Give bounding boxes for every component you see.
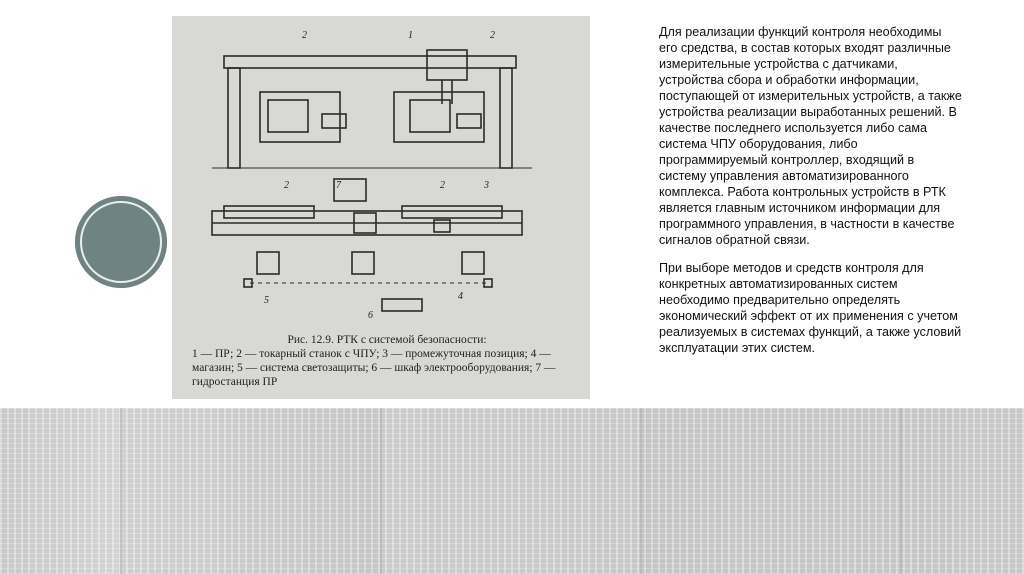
diagram-label-3: 3	[484, 180, 489, 191]
texture-divider	[380, 408, 382, 574]
diagram-label-6: 6	[368, 310, 373, 321]
gantry-leg-left	[228, 68, 240, 168]
paragraph: Для реализации функций контроля необходимы его средства, в состав которых входят различные измерительные устройства с датчиками, устройства сбора и обработки информации, поступающей от измерительных устройств, а также устройства реализации выработанных решений. В качестве последнего используется либо сама система ЧПУ оборудования, либо программируемый контроллер, входящий в систему управления автоматизированного комплекса. Работа контрольных устройств в РТК является главным источником информации для программного управления, в частности в качестве сигналов обратной связи.	[659, 25, 962, 247]
diagram-label-5: 5	[264, 295, 269, 306]
diagram-label-4: 4	[458, 291, 463, 302]
decorative-circle-ring	[80, 201, 162, 283]
diagram-label-2: 2	[302, 30, 307, 41]
diagram-label-2: 2	[284, 180, 289, 191]
figure-caption	[192, 333, 582, 389]
body-text	[659, 24, 963, 368]
robot-carriage	[427, 50, 467, 80]
diagram-label-1: 1	[408, 30, 413, 41]
texture-divider	[900, 408, 902, 574]
diagram-label-7: 7	[336, 180, 341, 191]
diagram-label-2: 2	[490, 30, 495, 41]
figure-caption-title: Рис. 12.9. РТК с системой безопасности:	[287, 334, 487, 346]
decorative-texture-band	[0, 408, 1024, 574]
figure-scan	[172, 16, 590, 399]
gantry-beam	[224, 56, 516, 68]
gantry-leg-right	[500, 68, 512, 168]
rtk-diagram	[172, 16, 590, 326]
texture-divider	[120, 408, 122, 574]
paragraph: При выборе методов и средств контроля для конкретных автоматизированных систем необходимо предварительно определять экономический эффект от их применения с учетом реализуемых в системах функций, а также условий эксплуатации этих систем.	[659, 261, 962, 355]
figure-caption-body: 1 — ПР; 2 — токарный станок с ЧПУ; 3 — промежуточная позиция; 4 — магазин; 5 — система светозащиты; 6 — шкаф электрооборудования; 7 — гидростанция ПР	[192, 348, 556, 388]
texture-divider	[640, 408, 642, 574]
diagram-label-2: 2	[440, 180, 445, 191]
electrical-cabinet	[382, 299, 422, 311]
